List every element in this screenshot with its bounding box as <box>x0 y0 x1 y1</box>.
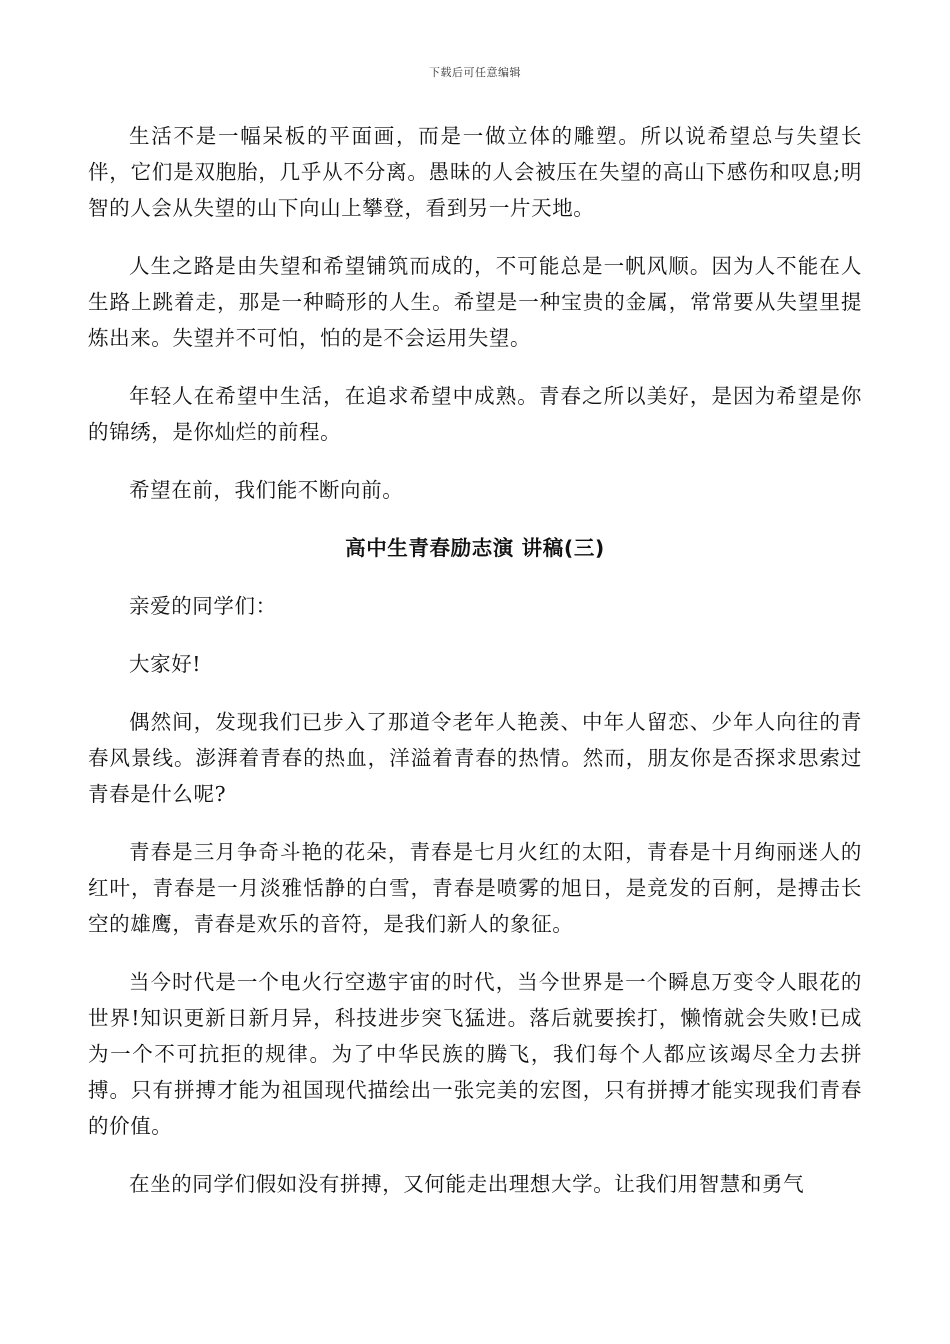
section-title: 高中生青春励志演 讲稿(三) <box>345 536 605 560</box>
paragraph: 青春是三月争奇斗艳的花朵，青春是七月火红的太阳，青春是十月绚丽迷人的红叶，青春是一月淡雅恬静的白雪，青春是喷雾的旭日，是竞发的百舸，是搏击长空的雄鹰，青春是欢乐的音符，是我们新人的象征。 <box>88 840 862 936</box>
paragraph: 在坐的同学们假如没有拼搏，又何能走出理想大学。让我们用智慧和勇气 <box>129 1172 805 1196</box>
document-body <box>88 118 862 1224</box>
salutation: 大家好! <box>129 652 202 676</box>
paragraph: 希望在前，我们能不断向前。 <box>129 478 404 502</box>
page-header: 下载后可任意编辑 <box>429 66 521 79</box>
paragraph: 偶然间，发现我们已步入了那道令老年人艳羡、中年人留恋、少年人向往的青春风景线。澎湃着青春的热血，洋溢着青春的热情。然而，朋友你是否探求思索过青春是什么呢? <box>88 710 862 806</box>
paragraph: 人生之路是由失望和希望铺筑而成的，不可能总是一帆风顺。因为人不能在人生路上跳着走，那是一种畸形的人生。希望是一种宝贵的金属，常常要从失望里提炼出来。失望并不可怕，怕的是不会运用失望。 <box>88 254 862 350</box>
paragraph: 当今时代是一个电火行空遨宇宙的时代，当今世界是一个瞬息万变令人眼花的世界!知识更新日新月异，科技进步突飞猛进。落后就要挨打，懒惰就会失败!已成为一个不可抗拒的规律。为了中华民族的腾飞，我们每个人都应该竭尽全力去拼搏。只有拼搏才能为祖国现代描绘出一张完美的宏图，只有拼搏才能实现我们青春的价值。 <box>88 970 862 1138</box>
greeting: 亲爱的同学们： <box>129 594 277 618</box>
paragraph: 年轻人在希望中生活，在追求希望中成熟。青春之所以美好，是因为希望是你的锦绣，是你灿烂的前程。 <box>88 384 862 444</box>
paragraph: 生活不是一幅呆板的平面画，而是一做立体的雕塑。所以说希望总与失望长伴，它们是双胞胎，几乎从不分离。愚昧的人会被压在失望的高山下感伤和叹息;明智的人会从失望的山下向山上攀登，看到另一片天地。 <box>88 124 862 220</box>
